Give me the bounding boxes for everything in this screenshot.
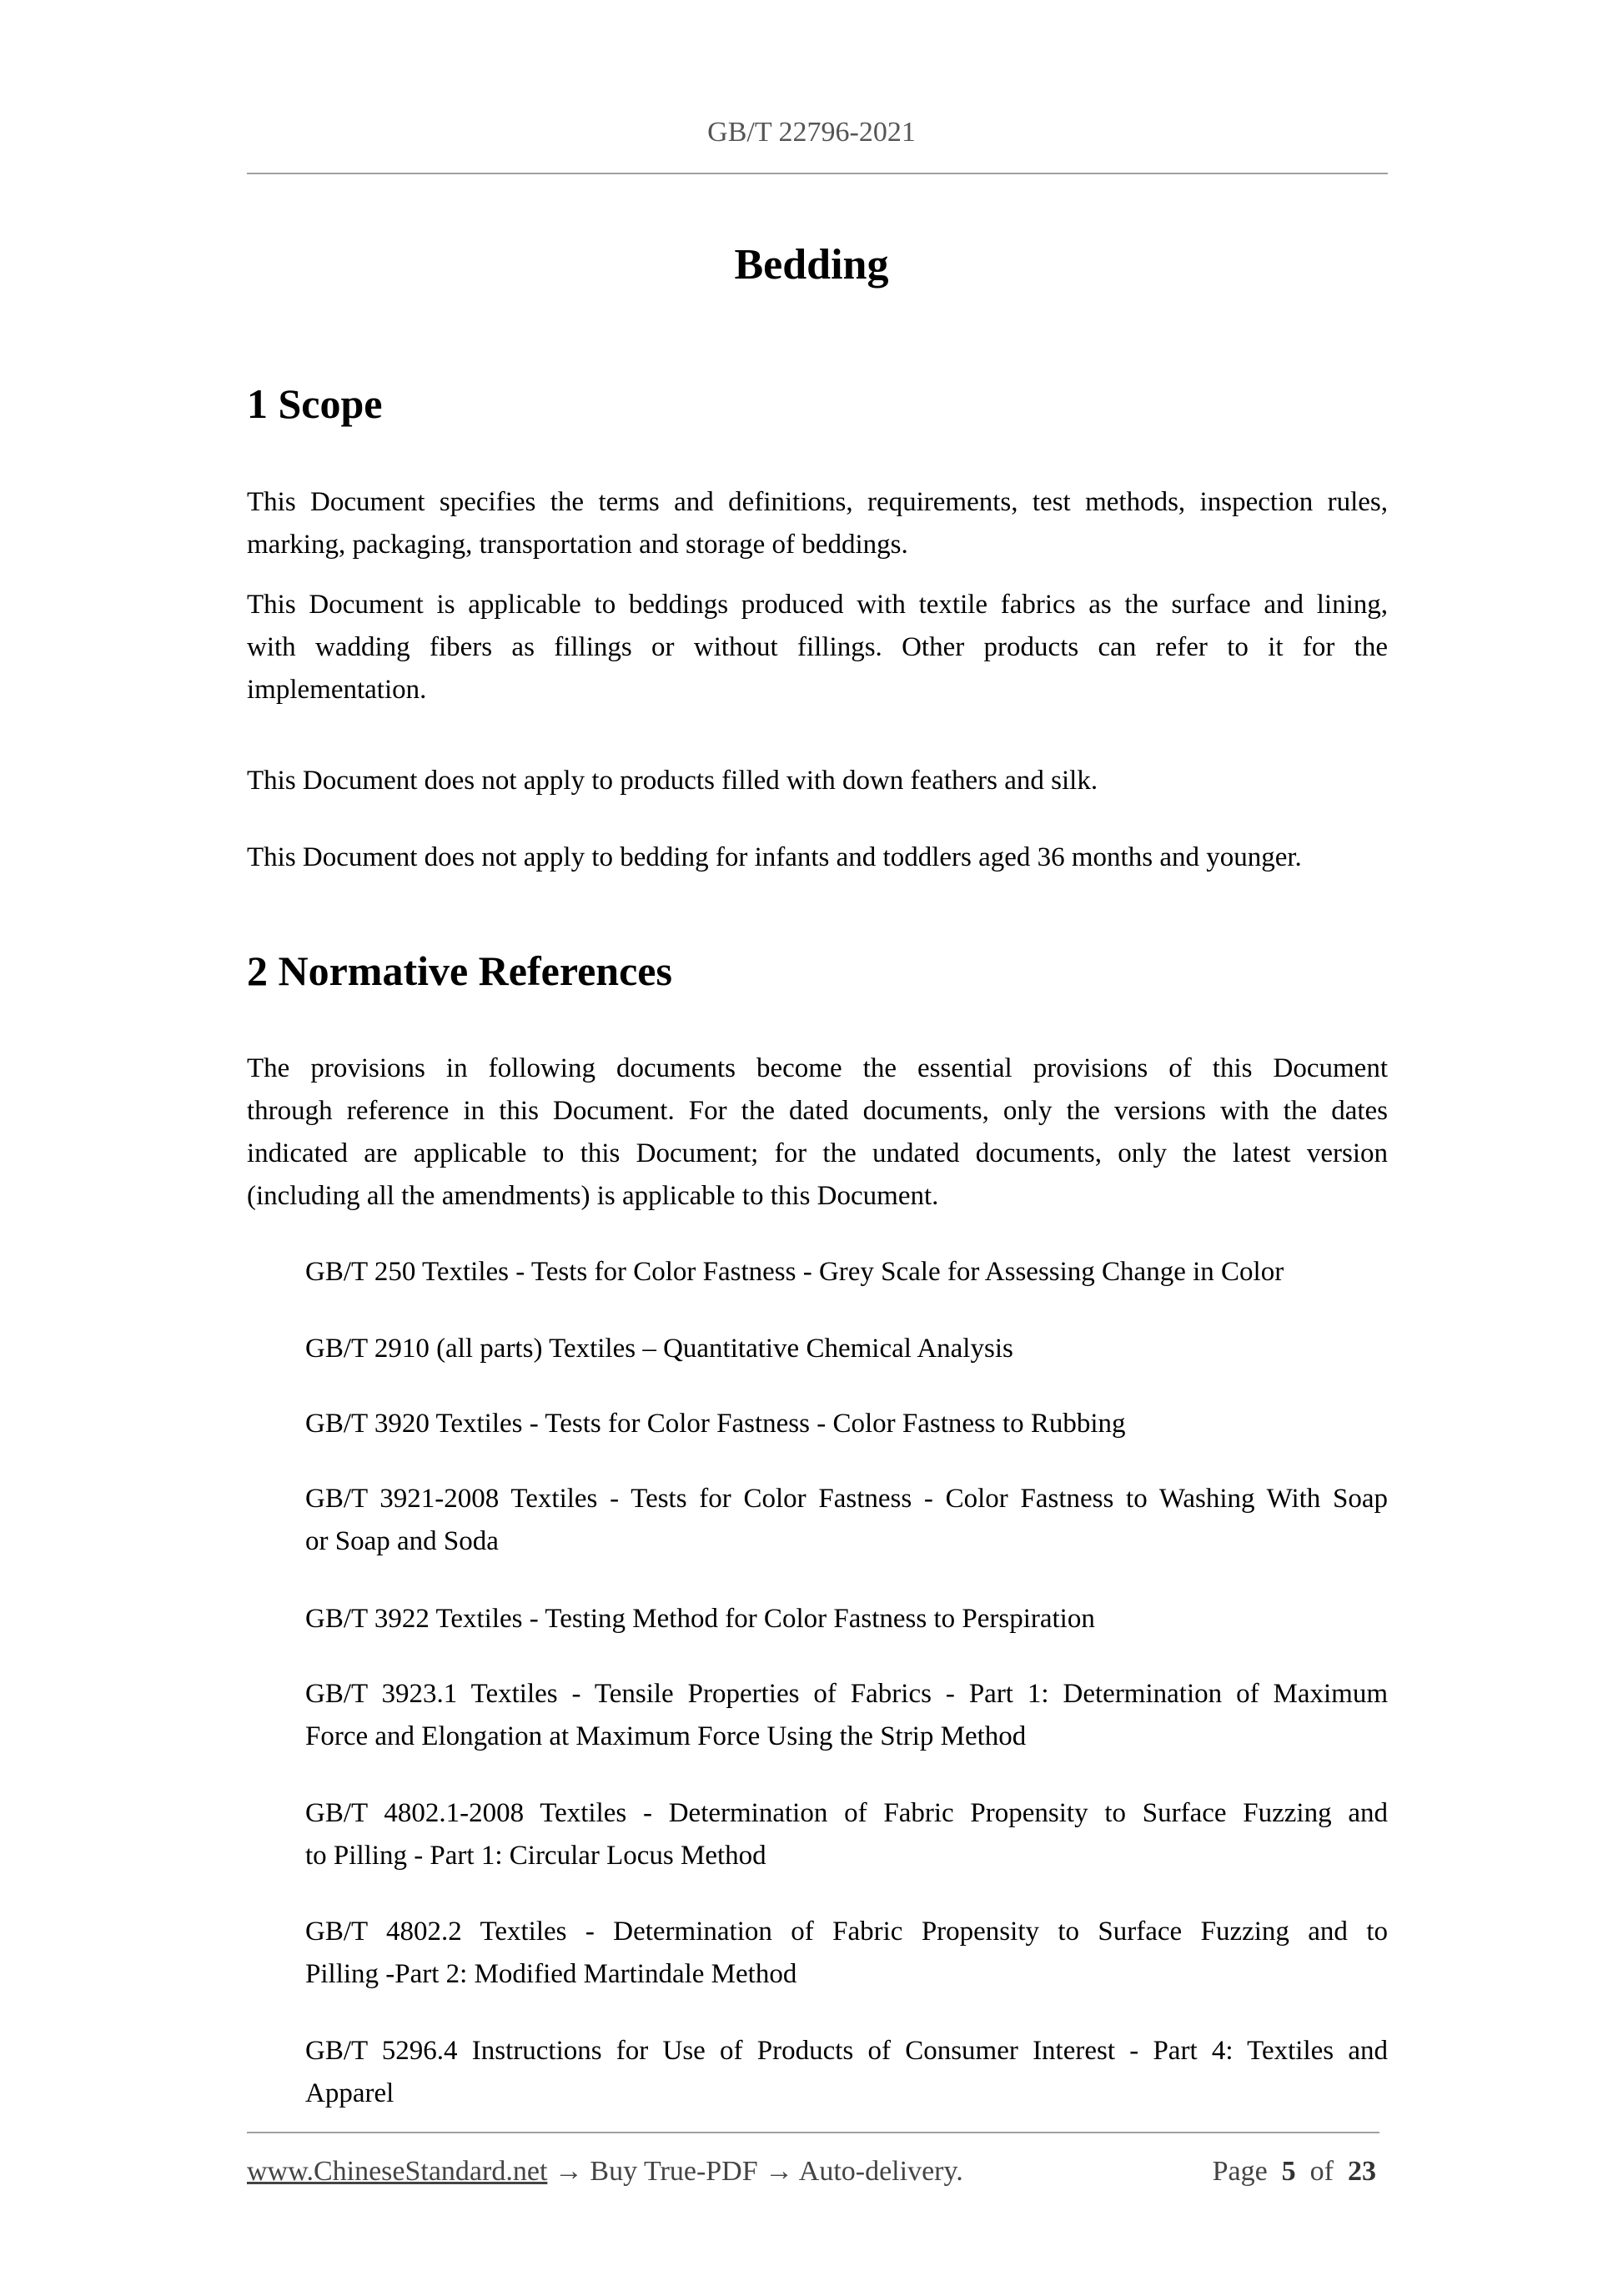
reference-item — [305, 1792, 1388, 1877]
page-label: Page — [1212, 2156, 1268, 2187]
text-line: Pilling -Part 2: Modified Martindale Method — [305, 1959, 797, 1989]
arrow-right-icon: → — [554, 2156, 583, 2187]
text-line: through reference in this Document. For the dated documents, only the versions with the dates — [247, 1096, 1388, 1126]
section-heading-scope: 1 Scope — [247, 380, 383, 427]
page-number — [1213, 2156, 1376, 2188]
text-line: GB/T 3923.1 Textiles - Tensile Properties of Fabrics - Part 1: Determination of Maximum — [305, 1679, 1388, 1709]
scope-paragraph — [247, 584, 1388, 711]
text-line: This Document does not apply to bedding for infants and toddlers aged 36 months and younger. — [247, 842, 1302, 872]
text-line: Apparel — [305, 2078, 394, 2108]
text-line: with wadding fibers as fillings or without fillings. Other products can refer to it for the — [247, 632, 1388, 662]
scope-paragraph — [247, 760, 1388, 802]
reference-item — [305, 2030, 1388, 2115]
text-line: (including all the amendments) is applicable to this Document. — [247, 1181, 939, 1211]
text-line: GB/T 4802.2 Textiles - Determination of Fabric Propensity to Surface Fuzzing and to — [305, 1917, 1388, 1947]
of-label: of — [1309, 2156, 1334, 2187]
scope-paragraph — [247, 837, 1388, 879]
text-line: to Pilling - Part 1: Circular Locus Method — [305, 1841, 766, 1871]
reference-item — [305, 1673, 1388, 1758]
text-line: Force and Elongation at Maximum Force Using the Strip Method — [305, 1721, 1027, 1751]
text-line: GB/T 3920 Textiles - Tests for Color Fastness - Color Fastness to Rubbing — [305, 1409, 1126, 1439]
text-line: or Soap and Soda — [305, 1526, 499, 1556]
text-line: GB/T 5296.4 Instructions for Use of Products of Consumer Interest - Part 4: Textiles and — [305, 2036, 1388, 2066]
reference-item — [305, 1911, 1388, 1996]
text-line: implementation. — [247, 675, 427, 705]
total-pages: 23 — [1348, 2156, 1376, 2187]
text-line: GB/T 2910 (all parts) Textiles – Quantitative Chemical Analysis — [305, 1334, 1013, 1364]
footer-rule — [247, 2132, 1379, 2133]
site-link[interactable]: www.ChineseStandard.net — [247, 2156, 548, 2187]
arrow-right-icon: → — [765, 2156, 794, 2187]
text-line: indicated are applicable to this Document; for the undated documents, only the latest version — [247, 1138, 1388, 1168]
footer-step-delivery: Auto-delivery. — [798, 2156, 963, 2187]
reference-item — [305, 1478, 1388, 1563]
text-line: GB/T 3921-2008 Textiles - Tests for Color Fastness - Color Fastness to Washing With Soap — [305, 1484, 1388, 1514]
text-line: GB/T 3922 Textiles - Testing Method for Color Fastness to Perspiration — [305, 1604, 1095, 1634]
document-title: Bedding — [734, 241, 889, 289]
reference-item — [305, 1403, 1388, 1445]
reference-item — [305, 1251, 1388, 1294]
text-line: GB/T 250 Textiles - Tests for Color Fastness - Grey Scale for Assessing Change in Color — [305, 1257, 1284, 1287]
text-line: marking, packaging, transportation and storage of beddings. — [247, 530, 908, 560]
footer-promo — [247, 2156, 963, 2188]
header-doc-id: GB/T 22796-2021 — [707, 117, 916, 148]
text-line: This Document does not apply to products filled with down feathers and silk. — [247, 766, 1098, 796]
text-line: This Document is applicable to beddings produced with textile fabrics as the surface and lining, — [247, 590, 1388, 620]
text-line: This Document specifies the terms and definitions, requirements, test methods, inspection rules, — [247, 487, 1388, 517]
reference-item — [305, 1328, 1388, 1370]
text-line: GB/T 4802.1-2008 Textiles - Determination of Fabric Propensity to Surface Fuzzing and — [305, 1798, 1388, 1828]
references-intro-paragraph — [247, 1048, 1388, 1218]
reference-item — [305, 1598, 1388, 1640]
scope-paragraph — [247, 481, 1388, 566]
header-rule — [247, 173, 1388, 174]
footer-step-buy: Buy True-PDF — [590, 2156, 758, 2187]
text-line: The provisions in following documents become the essential provisions of this Document — [247, 1053, 1388, 1083]
section-heading-normative-references: 2 Normative References — [247, 947, 672, 994]
current-page: 5 — [1281, 2156, 1296, 2187]
